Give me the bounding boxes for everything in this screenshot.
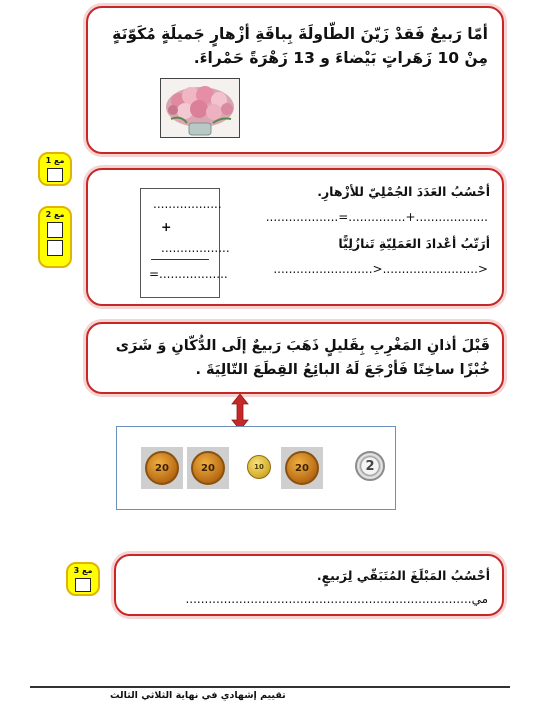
intro-line-1: أمّا رَبيعٌ فَقدْ زَيّنَ الطّاولَةَ بِباقَةِ أزْهارٍ جَميلَةٍ مُكَوّنَةٍ bbox=[112, 25, 488, 43]
score-tag-3-label: مع 3 bbox=[73, 566, 93, 575]
coin-2: 2 bbox=[355, 451, 385, 481]
coins-frame bbox=[116, 426, 396, 510]
story-line-1: قَبْلَ أذانِ المَغْرِبِ بِقَليلٍ ذَهَبَ رَبيعٌ إلَى الدُّكّانِ وَ شَرَى bbox=[115, 338, 490, 354]
score-tag-2-box-2[interactable] bbox=[47, 240, 63, 256]
tasks-box bbox=[86, 168, 504, 306]
task3-question: أحْسُبُ المَبْلَغَ المُتَبَقّي لِرَبيعٍ. bbox=[316, 568, 490, 583]
score-tag-1-label: مع 1 bbox=[45, 156, 65, 165]
score-tag-3-box[interactable] bbox=[75, 578, 91, 592]
footer-text: تقييم إشهادي في نهاية الثلاثي الثالث bbox=[110, 690, 286, 701]
score-tag-2-label: مع 2 bbox=[45, 210, 65, 219]
score-tag-2 bbox=[38, 206, 72, 268]
story-line-2: خُبْزًا ساخِنًا فَأرْجَعَ لَهُ البائِعُ القِطَعَ التّالِيَةَ . bbox=[195, 362, 490, 378]
task1-question: أحْسُبُ العَدَدَ الجُمْلِيّ للأزْهارِ. bbox=[317, 184, 490, 199]
task3-answer-line[interactable]: مي........................................................................... bbox=[185, 592, 488, 606]
coin-10: 10 bbox=[247, 455, 271, 479]
task1-operation-line[interactable]: ...................=...............+................... bbox=[265, 210, 488, 224]
score-tag-2-box-1[interactable] bbox=[47, 222, 63, 238]
coin-20-2: 20 bbox=[191, 451, 225, 485]
remaining-amount-box bbox=[114, 554, 504, 616]
story-box bbox=[86, 322, 504, 394]
intro-box bbox=[86, 6, 504, 154]
score-tag-3 bbox=[66, 562, 100, 596]
column-dots-top[interactable]: .................. bbox=[153, 197, 222, 211]
score-tag-1 bbox=[38, 152, 72, 186]
intro-line-2: مِنْ 10 زَهَراتٍ بَيْضاءَ و 13 زَهْرَةً حَمْراءَ. bbox=[193, 49, 488, 67]
flower-bouquet-image bbox=[160, 78, 240, 138]
column-result-dots[interactable]: =.................. bbox=[149, 267, 228, 281]
column-addition-frame bbox=[140, 188, 230, 298]
column-dots-mid[interactable]: .................. bbox=[161, 241, 230, 255]
task2-question: أرَتّبُ أعْدادَ العَمَلِيّةِ تَنازُلِيًّا bbox=[338, 236, 490, 251]
score-tag-1-box[interactable] bbox=[47, 168, 63, 182]
footer-rule bbox=[30, 686, 510, 688]
coin-20-1: 20 bbox=[145, 451, 179, 485]
column-plus-sign: + bbox=[161, 219, 172, 234]
task2-order-line[interactable]: ..........................>.........................> bbox=[273, 262, 488, 276]
coin-20-3: 20 bbox=[285, 451, 319, 485]
column-separator-line bbox=[151, 259, 209, 260]
